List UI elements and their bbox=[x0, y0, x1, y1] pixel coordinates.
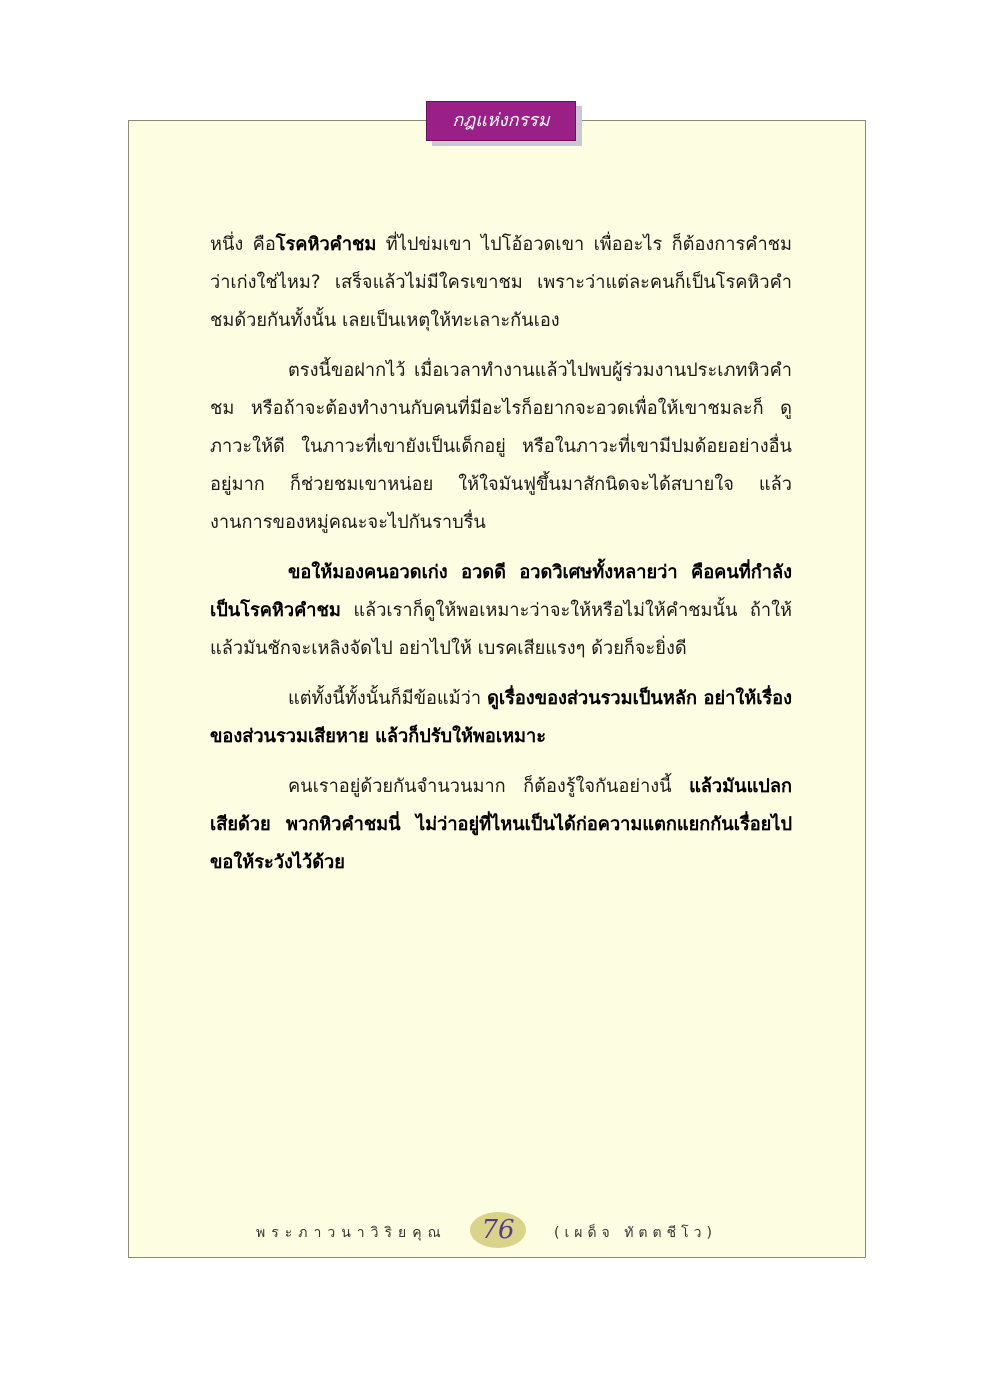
paragraph-4 bbox=[210, 680, 792, 756]
paragraph-5 bbox=[210, 768, 792, 882]
paragraph-2 bbox=[210, 352, 792, 542]
book-title: พระภาวนาวิริยคุณ bbox=[256, 1225, 447, 1241]
text-segment: แล้วเราก็ดูให้พอเหมาะว่าจะให้หรือไม่ให้คำชมนั้น ถ้าให้แล้วมันชักจะเหลิงจัดไป อย่าไปให้ เบรคเสียแรงๆ ด้วยก็จะยิ่งดี bbox=[210, 600, 792, 659]
chapter-title-tab bbox=[426, 101, 576, 141]
bold-text-segment: ดูเรื่องของส่วนรวมเป็นหลัก อย่าให้เรื่องของส่วนรวมเสียหาย แล้วก็ปรับให้พอเหมาะ bbox=[210, 688, 792, 747]
page-number: 76 bbox=[470, 1212, 526, 1248]
author-name: (เผด็จ ทัตตชีโว) bbox=[554, 1225, 717, 1241]
bold-text-segment: โรคหิวคำชม bbox=[275, 234, 377, 255]
text-segment: แต่ทั้งนี้ทั้งนั้นก็มีข้อแม้ว่า bbox=[288, 688, 488, 709]
paragraph-1 bbox=[210, 226, 792, 340]
text-segment: ที่ไปข่มเขา ไปโอ้อวดเขา เพื่ออะไร ก็ต้องการคำชมว่าเก่งใช่ไหม? เสร็จแล้วไม่มีใครเขาชม เพราะว่าแต่ละคนก็เป็นโรคหิวคำชมด้วยกันทั้งนั้น เลยเป็นเหตุให้ทะเลาะกันเอง bbox=[210, 234, 792, 331]
chapter-title: กฎแห่งกรรม bbox=[452, 110, 550, 131]
text-segment: ตรงนี้ขอฝากไว้ เมื่อเวลาทำงานแล้วไปพบผู้ร่วมงานประเภทหิวคำชม หรือถ้าจะต้องทำงานกับคนที่มีอะไรก็อยากจะอวดเพื่อให้เขาชมละก็ ดูภาวะให้ดี ในภาวะที่เขายังเป็นเด็กอยู่ หรือในภาวะที่เขามีปมด้อยอย่างอื่นอยู่มาก ก็ช่วยชมเขาหน่อย ให้ใจมันฟูขึ้นมาสักนิดจะได้สบายใจ แล้วงานการของหมู่คณะจะไปกันราบรื่น bbox=[210, 360, 792, 533]
bold-text-segment: ขอให้มองคนอวดเก่ง อวดดี อวดวิเศษทั้งหลายว่า คือคนที่กำลังเป็นโรคหิวคำชม bbox=[210, 562, 792, 621]
paragraph-3 bbox=[210, 554, 792, 668]
text-segment: คนเราอยู่ด้วยกันจำนวนมาก ก็ต้องรู้ใจกันอย่างนี้ bbox=[288, 776, 690, 797]
page-footer bbox=[128, 1212, 866, 1252]
body-text bbox=[210, 226, 792, 894]
bold-text-segment: แล้วมันแปลกเสียด้วย พวกหิวคำชมนี่ ไม่ว่าอยู่ที่ไหนเป็นได้ก่อความแตกแยกกันเรื่อยไป ขอให้ระวังไว้ด้วย bbox=[210, 776, 792, 873]
text-segment: หนึ่ง คือ bbox=[210, 234, 276, 255]
